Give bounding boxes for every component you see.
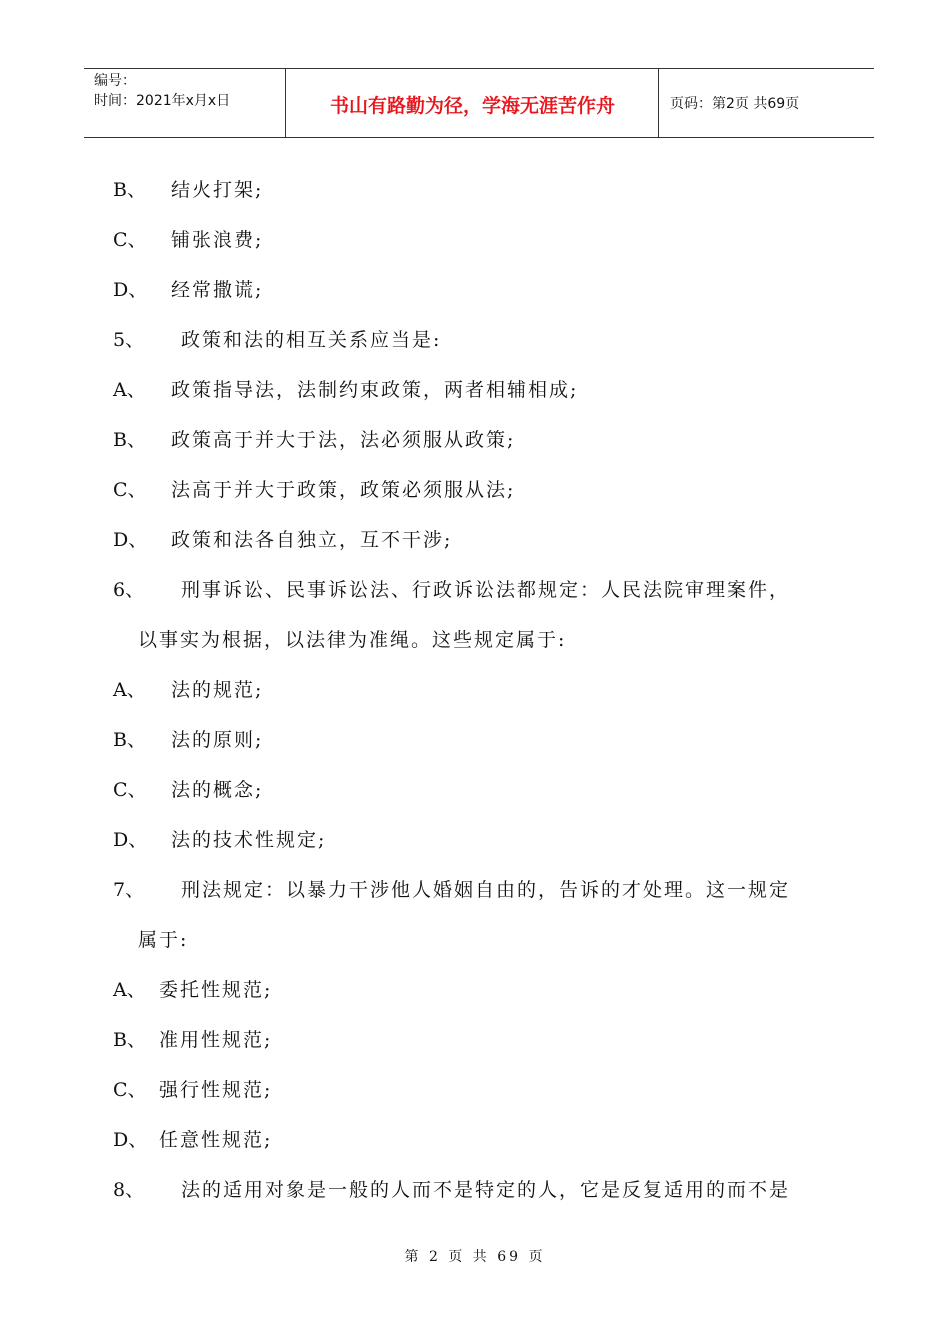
option-text: 法高于并大于政策，政策必须服从法;: [171, 479, 516, 501]
option-text: 政策高于并大于法，法必须服从政策;: [171, 429, 516, 451]
option-text: 法的概念;: [171, 779, 264, 801]
option-text: 法的原则;: [171, 729, 264, 751]
option-text: 政策和法各自独立，互不干涉;: [171, 529, 453, 551]
option-label: D、: [113, 529, 148, 551]
option-text: 法的技术性规定;: [171, 829, 327, 851]
question-text: 刑事诉讼、民事诉讼法、行政诉讼法都规定：人民法院审理案件，: [181, 579, 791, 601]
question-number: 6、: [113, 579, 145, 601]
question-text: 属于:: [138, 929, 189, 951]
option-label: B、: [113, 1029, 146, 1051]
question-text: 以事实为根据，以法律为准绳。这些规定属于:: [138, 629, 567, 651]
question-text: 法的适用对象是一般的人而不是特定的人，它是反复适用的而不是: [181, 1179, 791, 1201]
question-text: 政策和法的相互关系应当是:: [181, 329, 442, 351]
header-meta: [94, 71, 230, 111]
option-label: B、: [113, 729, 146, 751]
doc-time-label: 时间：2021年x月x日: [94, 93, 231, 109]
option-label: D、: [113, 279, 148, 301]
option-label: A、: [113, 379, 146, 401]
option-label: C、: [113, 229, 147, 251]
option-text: 委托性规范;: [159, 979, 273, 1001]
page-header: [84, 68, 874, 138]
option-label: C、: [113, 779, 147, 801]
option-label: C、: [113, 1079, 147, 1101]
question-number: 8、: [113, 1179, 145, 1201]
option-label: D、: [113, 1129, 148, 1151]
option-label: C、: [113, 479, 147, 501]
header-divider: [658, 69, 659, 137]
question-text: 刑法规定：以暴力干涉他人婚姻自由的，告诉的才处理。这一规定: [181, 879, 791, 901]
option-label: B、: [113, 429, 146, 451]
header-page-number: 页码：第2页 共69页: [670, 96, 800, 112]
option-text: 铺张浪费;: [171, 229, 264, 251]
header-motto: 书山有路勤为径，学海无涯苦作舟: [329, 95, 615, 117]
option-label: A、: [113, 679, 146, 701]
option-text: 准用性规范;: [159, 1029, 273, 1051]
option-label: A、: [113, 979, 146, 1001]
option-text: 法的规范;: [171, 679, 264, 701]
option-label: D、: [113, 829, 148, 851]
option-text: 政策指导法，法制约束政策，两者相辅相成;: [171, 379, 579, 401]
question-number: 7、: [113, 879, 145, 901]
option-text: 任意性规范;: [159, 1129, 273, 1151]
doc-number-label: 编号：: [94, 73, 136, 89]
page-footer: 第 2 页 共 69 页: [404, 1249, 546, 1265]
option-text: 强行性规范;: [159, 1079, 273, 1101]
header-divider: [285, 69, 286, 137]
option-text: 经常撒谎;: [171, 279, 264, 301]
option-text: 结火打架;: [171, 179, 264, 201]
option-label: B、: [113, 179, 146, 201]
question-number: 5、: [113, 329, 145, 351]
